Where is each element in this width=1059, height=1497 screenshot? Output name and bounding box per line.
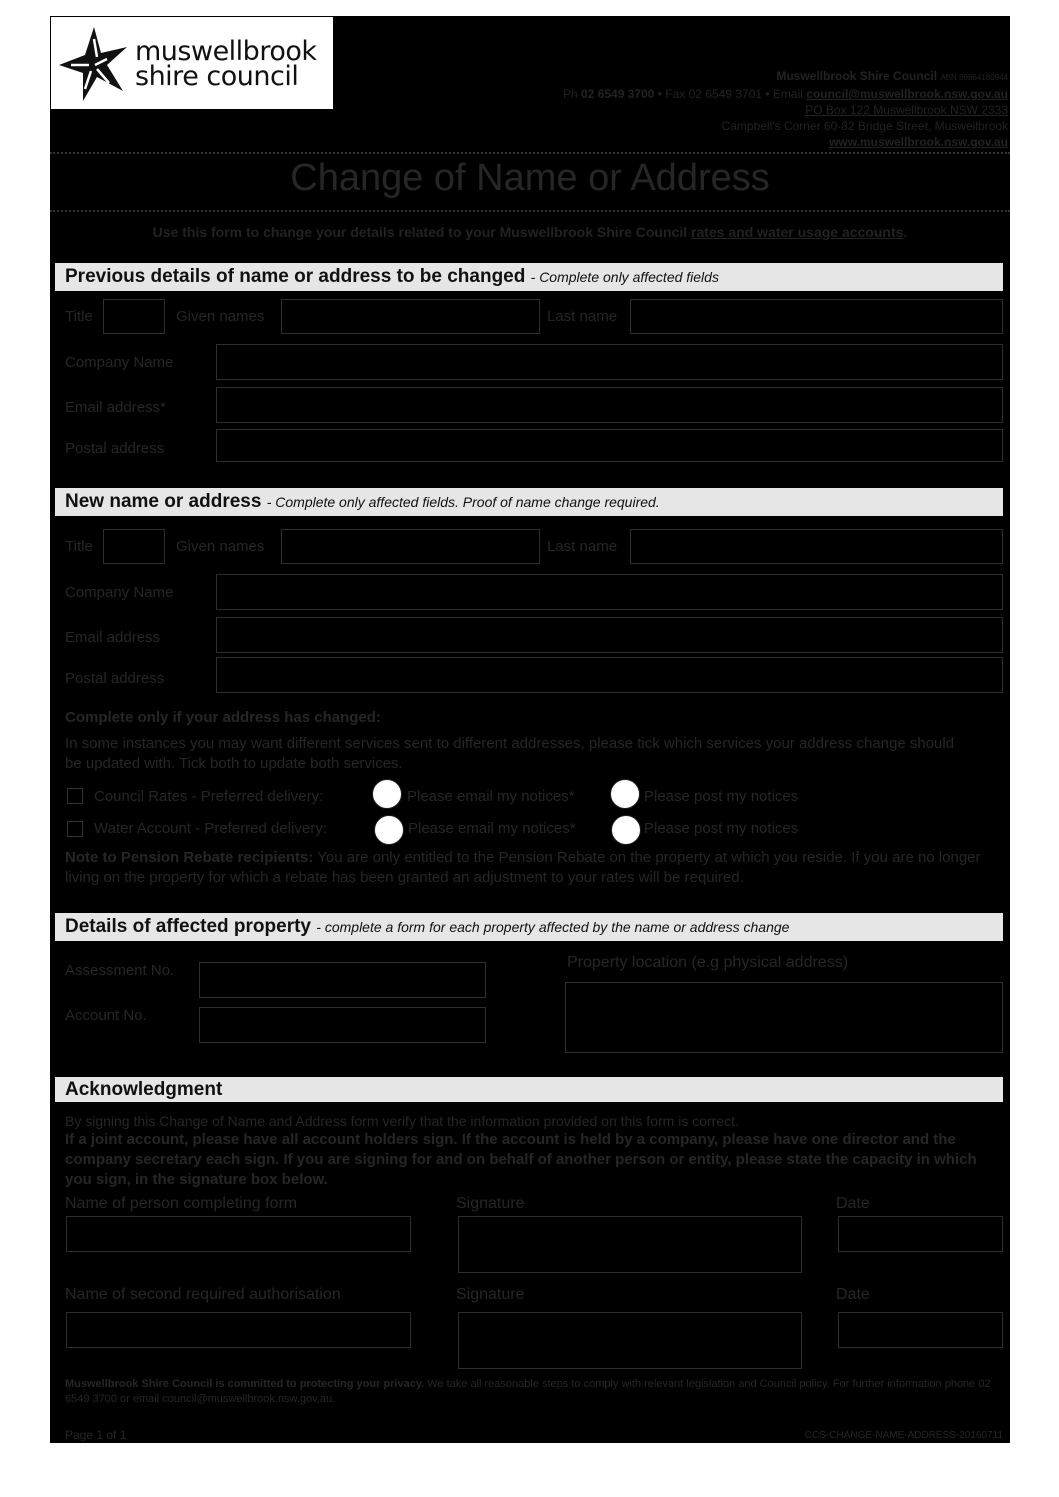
star-logo-icon [57, 25, 131, 103]
water-email-radio[interactable] [374, 815, 404, 845]
name1-field[interactable] [66, 1216, 411, 1252]
section-property [55, 913, 1003, 941]
pension-note-text: You are only entitled to the Pension Rebate on the property at which you reside. If you are no longer living on the property for which a rebate has been granted an adjustment to your rates will be required. [65, 849, 981, 886]
page-title: Change of Name or Address [290, 157, 770, 199]
org-name: Muswellbrook Shire Council [776, 69, 938, 83]
company-name-label: Company Name [65, 354, 174, 371]
water-account-checkbox[interactable] [67, 821, 83, 837]
section-heading: New name or address [65, 491, 262, 512]
divider [50, 210, 1010, 212]
privacy-bold: Muswellbrook Shire Council is committed to protecting your privacy. [65, 1378, 425, 1390]
date2-label: Date [836, 1286, 870, 1303]
council-rates-checkbox[interactable] [67, 788, 83, 804]
section-note: - complete a form for each property affected by the name or address change [316, 919, 790, 935]
privacy-text: We take all reasonable steps to comply with relevant legislation and Council policy. For further information phone 02 6549 3700 or email council@muswellbrook.nsw.gov.au. [65, 1378, 991, 1405]
name2-field[interactable] [66, 1312, 411, 1348]
form-code: CCS-CHANGE-NAME-ADDRESS-20160711 [804, 1430, 1003, 1441]
section-heading: Previous details of name or address to be changed [65, 266, 526, 287]
prev-company-field[interactable] [216, 344, 1003, 380]
rates-post-radio[interactable] [610, 779, 640, 809]
intro-link: rates and water usage accounts [691, 224, 904, 240]
name2-label: Name of second required authorisation [65, 1286, 341, 1303]
given-names-label: Given names [176, 308, 265, 325]
company-name-label: Company Name [65, 584, 174, 601]
ack-line-1: By signing this Change of Name and Address form verify that the information provided on this form is correct. [65, 1113, 739, 1129]
pension-note-bold: Note to Pension Rebate recipients: [65, 849, 314, 866]
last-name-label: Last name [547, 308, 618, 325]
council-logo [50, 16, 334, 110]
email-label: Email address [65, 629, 161, 646]
last-name-label: Last name [547, 538, 618, 555]
signature2-label: Signature [456, 1286, 525, 1303]
prev-postal-field[interactable] [216, 429, 1003, 462]
property-location-label: Property location (e.g physical address) [567, 954, 849, 971]
signature2-field[interactable] [458, 1312, 802, 1369]
rates-email-radio[interactable] [372, 779, 402, 809]
phone-prefix: Ph [562, 87, 578, 101]
ack-line-2: If a joint account, please have all account holders sign. If the account is held by a company, please have one director and the company secretary each sign. If you are signing for and on behalf of another person or entity, please state the capacity in which you sign, in the signature box below. [65, 1131, 977, 1188]
address-change-text: In some instances you may want different services sent to different addresses, please tick which services your address change should be updated with. Tick both to update both services. [65, 735, 955, 772]
prev-title-field[interactable] [103, 299, 165, 334]
assessment-field[interactable] [199, 962, 486, 998]
website-link[interactable]: www.muswellbrook.nsw.gov.au [829, 135, 1008, 149]
section-heading: Acknowledgment [65, 1079, 223, 1100]
title-label: Title [65, 538, 93, 555]
logo-line-2: shire council [135, 61, 299, 92]
abn: ABN 86864180944 [940, 73, 1008, 82]
property-location-field[interactable] [565, 982, 1003, 1053]
date-label: Date [836, 1195, 870, 1212]
logo-line-1: muswellbrook [135, 36, 317, 67]
section-previous-details [55, 263, 1003, 291]
given-names-label: Given names [176, 538, 265, 555]
contact-block [563, 68, 1008, 150]
signature1-field[interactable] [458, 1216, 802, 1273]
council-rates-label: Council Rates - Preferred delivery: [94, 788, 324, 805]
account-label: Account No. [65, 1007, 147, 1024]
intro-text [50, 224, 1010, 240]
section-heading: Details of affected property [65, 916, 311, 937]
section-note: - Complete only affected fields [530, 269, 719, 285]
intro-main: Use this form to change your details related to your Muswellbrook Shire Council [152, 224, 688, 240]
rates-post-label: Please post my notices [644, 788, 799, 805]
phone: 02 6549 3700 [581, 87, 655, 101]
prev-last-name-field[interactable] [630, 299, 1003, 334]
prev-given-names-field[interactable] [281, 299, 540, 334]
water-post-radio[interactable] [611, 815, 641, 845]
intro-end: . [903, 224, 908, 240]
section-new-details [55, 488, 1003, 516]
address-change-heading: Complete only if your address has changed: [65, 709, 381, 726]
section-acknowledgment [55, 1077, 1003, 1102]
new-last-name-field[interactable] [630, 529, 1003, 564]
rates-email-label: Please email my notices* [407, 788, 575, 805]
form-page [50, 16, 1010, 1443]
new-email-field[interactable] [216, 617, 1003, 653]
title-label: Title [65, 308, 93, 325]
signature-label: Signature [456, 1195, 525, 1212]
privacy-statement [65, 1377, 1005, 1407]
divider [50, 152, 1010, 154]
pension-note [65, 848, 995, 888]
new-company-field[interactable] [216, 574, 1003, 610]
email-label: Email address* [65, 399, 166, 416]
new-title-field[interactable] [103, 529, 165, 564]
street-address: Campbell's Corner 60-82 Bridge Street, Muswellbrook [721, 119, 1008, 133]
po-box: PO Box 122 Muswellbrook NSW 2333 [805, 103, 1008, 117]
postal-address-label: Postal address [65, 670, 165, 687]
water-email-label: Please email my notices* [408, 820, 576, 837]
email-link[interactable]: council@muswellbrook.nsw.gov.au [806, 87, 1008, 101]
fax-text: • Fax 02 6549 3701 • Email [657, 87, 803, 101]
prev-email-field[interactable] [216, 387, 1003, 423]
water-post-label: Please post my notices [644, 820, 799, 837]
postal-address-label: Postal address [65, 440, 165, 457]
assessment-label: Assessment No. [65, 962, 175, 979]
section-note: - Complete only affected fields. Proof of name change required. [266, 494, 660, 510]
water-account-label: Water Account - Preferred delivery: [94, 820, 327, 837]
date2-field[interactable] [838, 1312, 1003, 1348]
new-postal-field[interactable] [216, 657, 1003, 693]
page-number: Page 1 of 1 [65, 1428, 127, 1442]
name1-label: Name of person completing form [65, 1195, 298, 1212]
new-given-names-field[interactable] [281, 529, 540, 564]
account-field[interactable] [199, 1007, 486, 1043]
date1-field[interactable] [838, 1216, 1003, 1252]
